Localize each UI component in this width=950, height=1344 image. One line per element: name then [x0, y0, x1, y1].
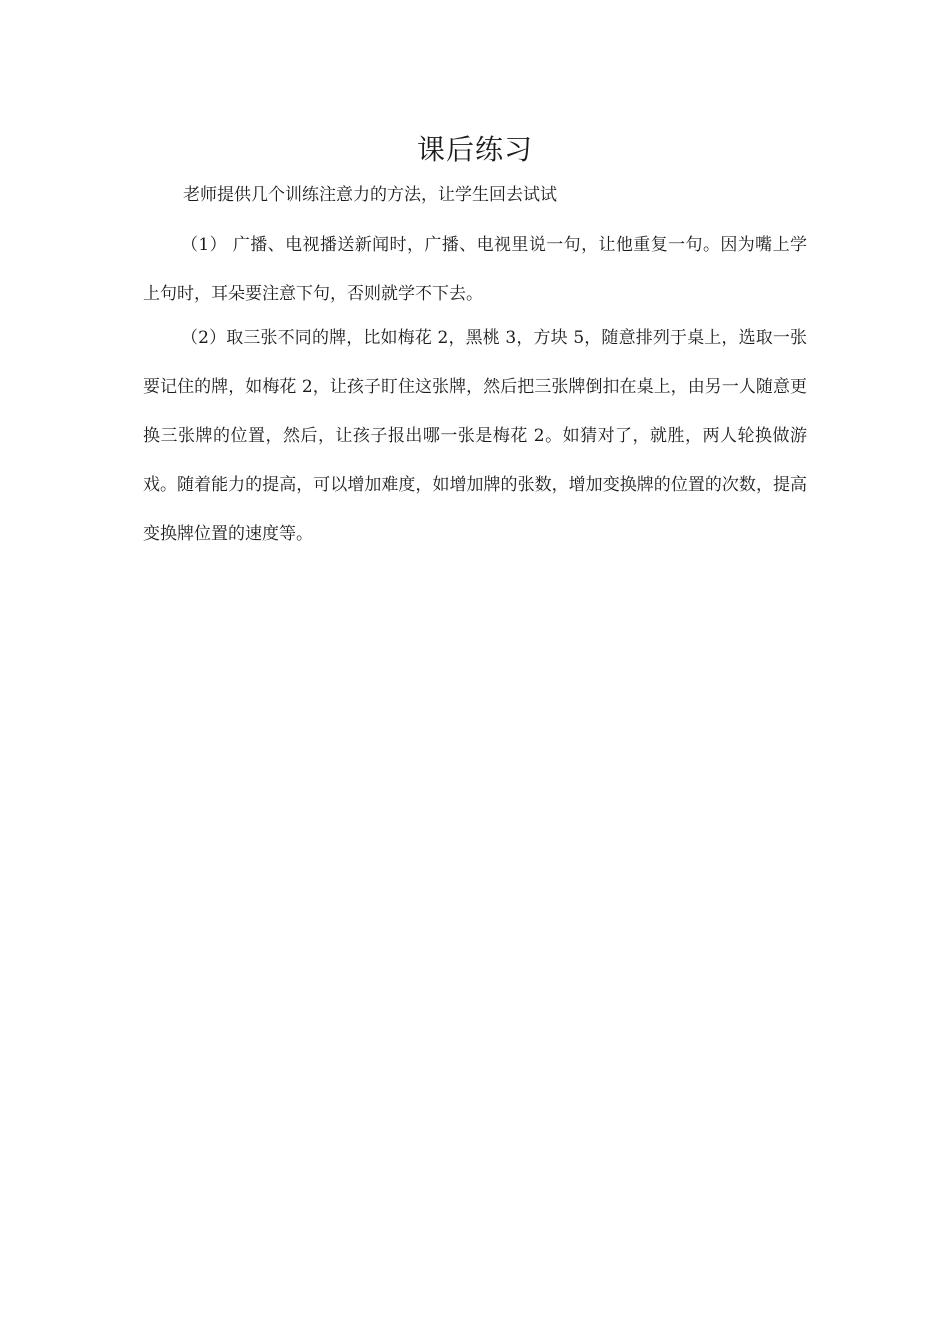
paragraph-1: （1） 广播、电视播送新闻时，广播、电视里说一句，让他重复一句。因为嘴上学上句时，耳朵要注意下句，否则就学不下去。 [143, 235, 807, 304]
document-title: 课后练习 [416, 133, 533, 166]
paragraph-2: （2）取三张不同的牌，比如梅花 2，黑桃 3，方块 5，随意排列于桌上，选取一张要记住的牌，如梅花 2，让孩子盯住这张牌，然后把三张牌倒扣在桌上，由另一人随意更换三张牌的位置，然后，让孩子报出哪一张是梅花 2。如猜对了，就胜，两人轮换做游戏。随着能力的提高，可以增加难度，如增加牌的张数，增加变换牌的位置的次数，提高变换牌位置的速度等。 [143, 328, 807, 544]
intro-text: 老师提供几个训练注意力的方法，让学生回去试试 [183, 185, 557, 205]
